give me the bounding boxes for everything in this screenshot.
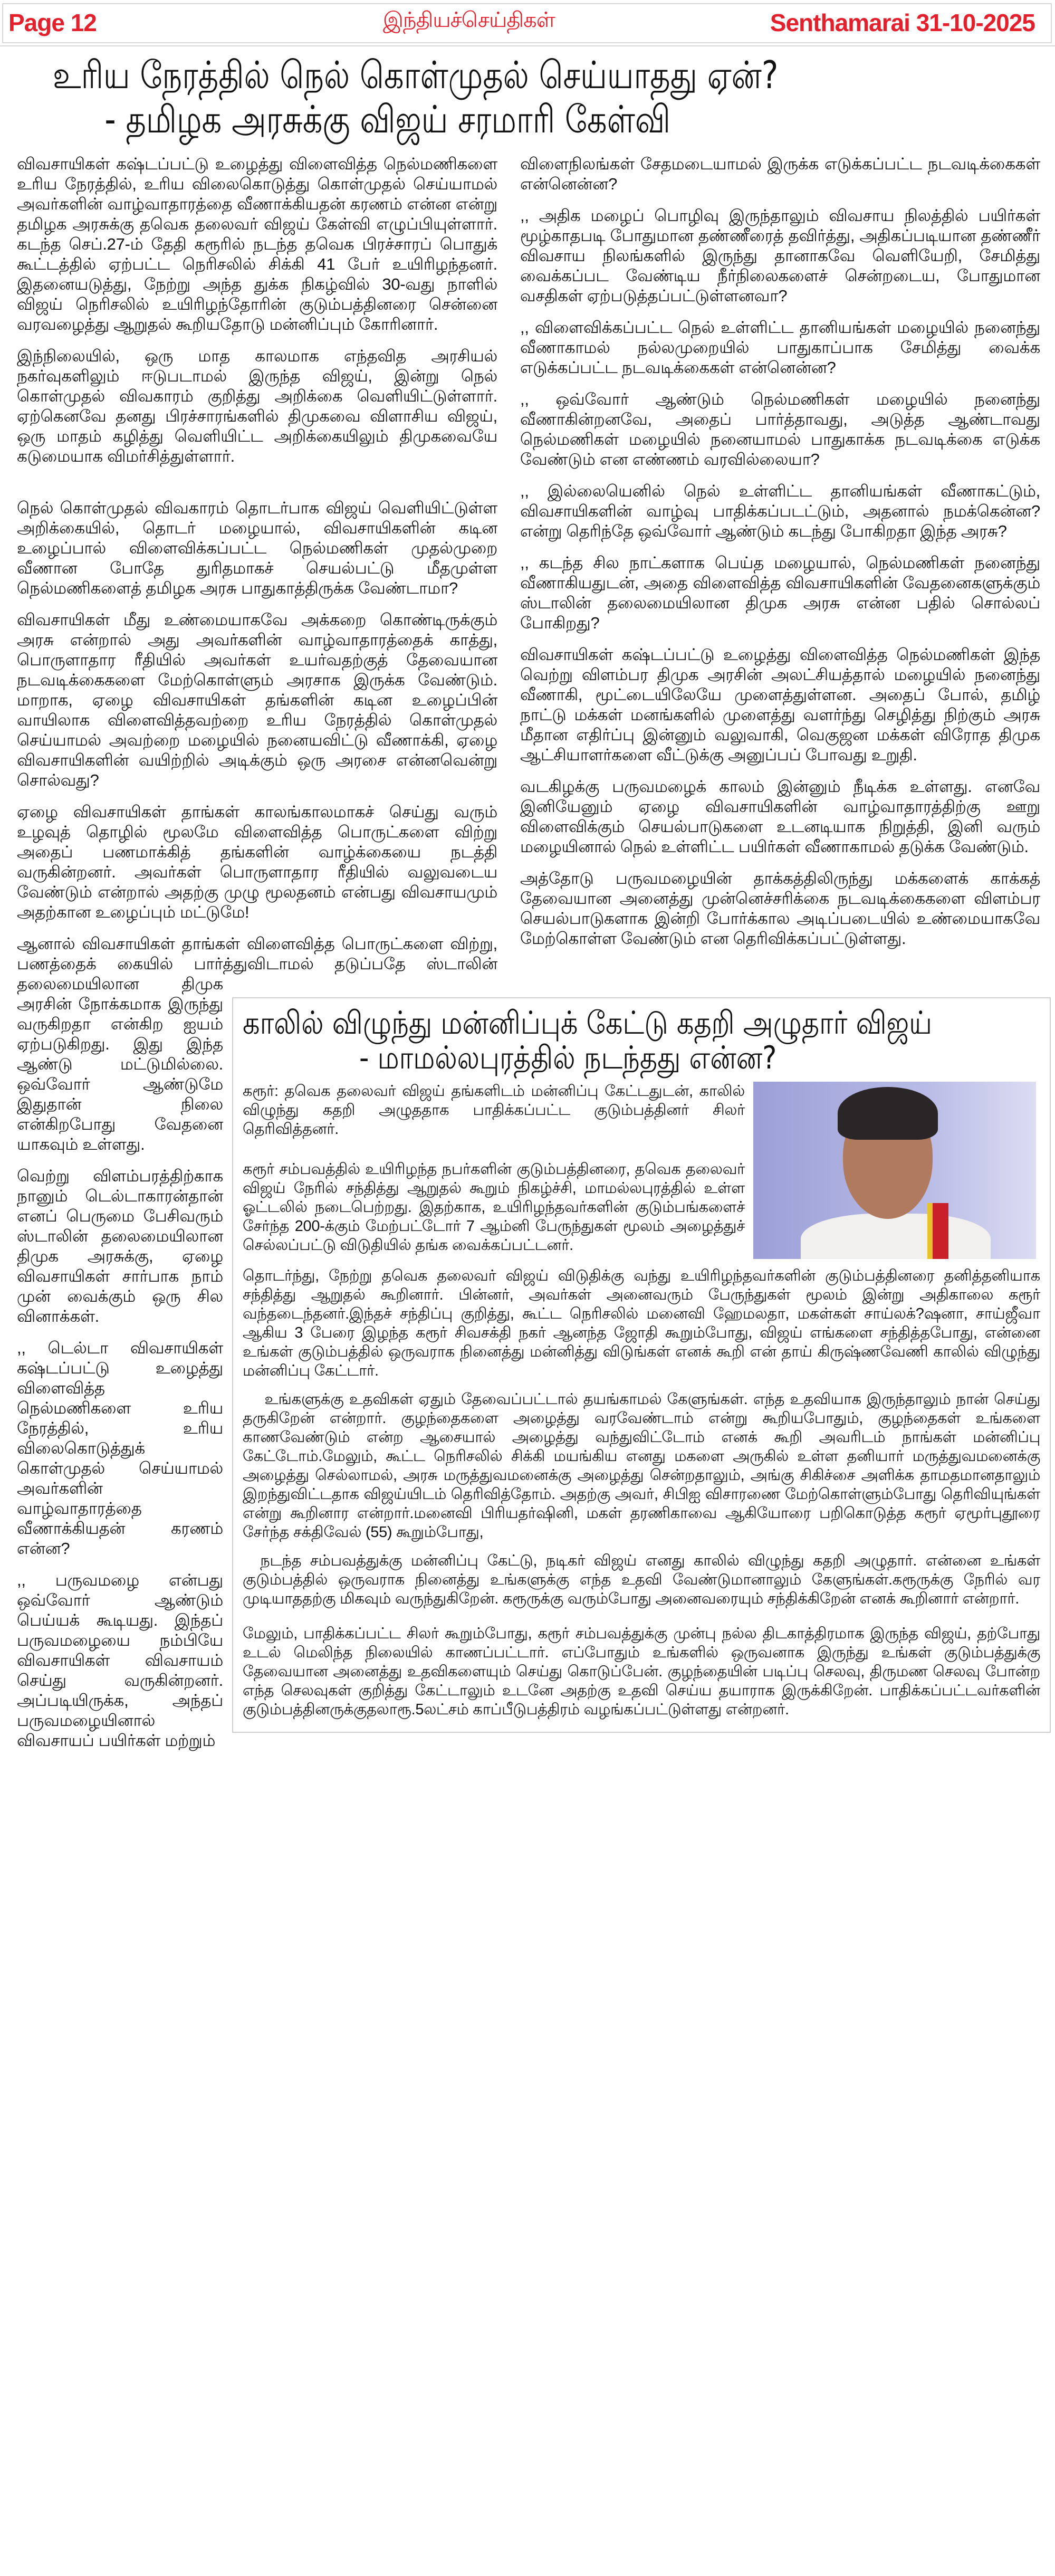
paragraph: விவசாயிகள் மீது உண்மையாகவே அக்கறை கொண்டிருக்கும் அரசு என்றால் அது அவர்களின் வாழ்வாதாரத்தைக் காத்து, பொருளாதார ரீதியில் அவர்கள் உயர்வதற்குத் தேவையான நடவடிக்கைகளை மேற்கொள்ளும் அரசாக இருக்க வேண்டும். மாறாக, ஏழை விவசாயிகள் தங்களின் கடின உழைப்பின் வாயிலாக விளைவித்தவற்றை உரிய நேரத்தில் கொள்முதல் செய்யாமல் அவற்றை மழையில் நனையவிட்டு வீணாக்கி, ஏழை விவசாயிகளின் வயிற்றில் அடிக்கும் ஒரு அரசை என்னவென்று சொல்வது? bbox=[17, 610, 497, 789]
article2-box bbox=[232, 997, 1051, 1733]
paragraph: உங்களுக்கு உதவிகள் ஏதும் தேவைப்பட்டால் தயங்காமல் கேளுங்கள். எந்த உதவியாக இருந்தாலும் நான் செய்து தருகிறேன் என்றார். குழந்தைகளை அழைத்து வரவேண்டாம் என்று கூறியபோதும், குழந்தைகள் உங்களை காணவேண்டும் என்ற ஆசையால் அழைத்து வந்துவிட்டோம் எனக் கூறி அவரிடம் நாங்கள் மன்னிப்பு கேட்டோம்.மேலும், கூட்ட நெரிசலில் சிக்கி மயங்கிய எனது மகளை அருகில் உள்ள தனியார் மருத்துவமனைக்கு அழைத்து செல்லாமல், அரசு மருத்துவமனைக்கு அழைத்து சென்றதாலும், அங்கு சிகிச்சை அளிக்க தாமதமானதாலும் இறந்துவிட்டதாக விஜய்யிடம் தெரிவித்தோம். அதற்கு அவர், சிபிஐ விசாரணை மேற்கொள்ளும்போது தெரிவியுங்கள் என்று கூறினார என்றார்.மனைவி பிரியதர்ஷினி, மகள் தரணிகாவை ஆகியோரை பறிகொடுத்த கரூர் ஏமூர்புதூரை சேர்ந்த சக்திவேல் (55) கூறும்போது, bbox=[243, 1391, 1040, 1541]
paragraph: விளைநிலங்கள் சேதமடையாமல் இருக்க எடுக்கப்பட்ட நடவடிக்கைகள் என்னென்ன? bbox=[520, 155, 1040, 193]
paragraph: வடகிழக்கு பருவமழைக் காலம் இன்னும் நீடிக்க உள்ளது. எனவே இனியேனும் ஏழை விவசாயிகளின் வாழ்வாதாரத்திற்கு ஊறு விளைவிக்கும் செயல்பாடுகளை உடனடியாக நிறுத்தி, இனி வரும் மழையினால் நெல் உள்ளிட்ட பயிர்கள் வீணாகாமல் தடுக்க வேண்டும். bbox=[520, 777, 1040, 856]
paragraph: ,, ஒவ்வோர் ஆண்டும் நெல்மணிகள் மழையில் நனைந்து வீணாகின்றனவே, அதைப் பார்த்தாவது, அடுத்த ஆண்டாவது நெல்மணிகள் மழையில் நனையாமல் பாதுகாக்க நடவடிக்கை எடுக்க வேண்டும் என எண்ணம் வரவில்லையா? bbox=[520, 390, 1040, 469]
headline-line-1: காலில் விழுந்து மன்னிப்புக் கேட்டு கதறி அழுதார் விஜய் bbox=[243, 1005, 932, 1042]
article1-headline bbox=[53, 53, 778, 141]
paragraph: கரூர் சம்பவத்தில் உயிரிழந்த நபர்களின் குடும்பத்தினரை, தவெக தலைவர் விஜய் நேரில் சந்தித்து ஆறுதல் கூறும் நிகழ்ச்சி, மாமல்லபுரத்தில் உள்ள ஓட்டலில் நடைபெற்றது. இதற்காக, உயிரிழந்தவர்களின் குடும்பங்களைச் சேர்ந்த 200-க்கும் மேற்பட்டோர் 7 ஆம்னி பேருந்துகள் மூலம் அழைத்துச் செல்லப்பட்டு விடுதியில் தங்க வைக்கப்பட்டனர். bbox=[243, 1161, 745, 1254]
article2-text bbox=[243, 1082, 1040, 1719]
paragraph: ,, பருவமழை என்பது ஒவ்வோர் ஆண்டும் பெய்யக் கூடியது. இந்தப் பருவமழையை நம்பியே விவசாயிகள் விவசாயம் செய்து வருகின்றனர். அப்படியிருக்க, அந்தப் பருவமழையினால் விவசாயப் பயிர்கள் மற்றும் bbox=[17, 1571, 223, 1750]
paper-name-date: Senthamarai 31-10-2025 bbox=[770, 9, 1035, 36]
paragraph: நெல் கொள்முதல் விவகாரம் தொடர்பாக விஜய் வெளியிட்டுள்ள அறிக்கையில், தொடர் மழையால், விவசாயிகளின் கடின உழைப்பால் விளைவிக்கப்பட்ட நெல்மணிகள் முதல்முறை வீணான போதே துரிதமாகச் செயல்பட்டு மீதமுள்ள நெல்மணிகளைத் தமிழக அரசு பாதுகாத்திருக்க வேண்டாமா? bbox=[17, 499, 497, 597]
vijay-photo bbox=[753, 1082, 1036, 1259]
headline-line-2: - தமிழக அரசுக்கு விஜய் சரமாரி கேள்வி bbox=[104, 97, 671, 141]
paragraph: ஏழை விவசாயிகள் தாங்கள் காலங்காலமாகச் செய்து வரும் உழவுத் தொழில் மூலமே விளைவித்த பொருட்களை விற்று அதைப் பணமாக்கித் தங்களின் வாழ்க்கையை நடத்தி வருகின்றனர். அவர்கள் பொருளாதார ரீதியில் வலுவடைய வேண்டும் என்றால் அதற்கு முழு மூலதனம் என்பது விவசாயமும் அதற்கான உழைப்பும் மட்டுமே! bbox=[17, 803, 497, 921]
paragraph: விவசாயிகள் கஷ்டப்பட்டு உழைத்து விளைவித்த நெல்மணிகள் இந்த வெற்று விளம்பர திமுக அரசின் அலட்சியத்தால் மழையில் நனைந்து வீணாகி, மூட்டையிலேயே முளைத்துள்ளன. அதைப் போல், தமிழ் நாட்டு மக்கள் மனங்களில் முளைத்து வளர்ந்து செழித்து நிற்கும் அரசு மீதான எதிர்ப்பு இன்னும் வலுவாகி, வெகுஜன மக்கள் விரோத திமுக ஆட்சியாளர்களை வீட்டுக்கு அனுப்பப் போவது உறுதி. bbox=[520, 645, 1040, 764]
paragraph: தொடர்ந்து, நேற்று தவெக தலைவர் விஜய் விடுதிக்கு வந்து உயிரிழந்தவர்களின் குடும்பத்தினரை தனித்தனியாக சந்தித்து ஆறுதல் கூறினார். பின்னர், அவர்கள் அனைவரும் பேருந்துகள் மூலம் இன்று அதிகாலை கரூர் வந்தடைந்தனர்.இந்தச் சந்திப்பு குறித்து, கூட்ட நெரிசலில் மனைவி ஹேமலதா, மகள்கள் சாய்லக்?ஷனா, சாய்ஜீவா ஆகிய 3 பேரை இழந்த கரூர் சிவசக்தி நகர் ஆனந்த ஜோதி கூறும்போது, விஜய் எங்களை சந்தித்தபோது, என்னை உங்கள் குடும்பத்தில் ஒருவராக நினைத்து மன்னித்து விடுங்கள் எனக் கூறி என் தாய் கிருஷ்ணவேணி காலில் விழுந்து மன்னிப்பு கேட்டார். bbox=[243, 1267, 1040, 1379]
paragraph: ,, அதிக மழைப் பொழிவு இருந்தாலும் விவசாய நிலத்தில் பயிர்கள் மூழ்காதபடி போதுமான தண்ணீரைத் தவிர்த்து, அதிகப்படியான தண்ணீர் விவசாய நிலங்களில் இருந்து தானாகவே வெளியேறி, சேமித்து வைக்கப்பட வேண்டிய நீர்நிலைகளைச் சென்றடைய, போதுமான வசதிகள் ஏற்படுத்தப்பட்டுள்ளனவா? bbox=[520, 206, 1040, 305]
paragraph: நடந்த சம்பவத்துக்கு மன்னிப்பு கேட்டு, நடிகர் விஜய் எனது காலில் விழுந்து கதறி அழுதார். என்னை உங்கள் குடும்பத்தில் ஒருவராக நினைத்து உங்களுக்கு எந்த உதவி வேண்டுமானாலும் கேளுங்கள்.கரூருக்கு நேரில் வர முடியாததற்கு மிகவும் வருந்துகிறேன். கரூருக்கு வரும்போது அனைவரையும் சந்திக்கிறேன் எனக் கூறினார் என்றார். bbox=[243, 1552, 1040, 1607]
article1-right-column bbox=[520, 154, 1040, 949]
paragraph: ,, டெல்டா விவசாயிகள் கஷ்டப்பட்டு உழைத்து விளைவித்த நெல்மணிகளை உரிய நேரத்தில், உரிய விலைகொடுத்துக் கொள்முதல் செய்யாமல் அவர்களின் வாழ்வாதாரத்தை வீணாக்கியதன் கரணம் என்ன? bbox=[17, 1339, 223, 1558]
section-name: இந்தியச்செய்திகள் bbox=[383, 8, 555, 32]
paragraph: விவசாயிகள் கஷ்டப்பட்டு உழைத்து விளைவித்த நெல்மணிகளை உரிய நேரத்தில், உரிய விலைகொடுத்து கொள்முதல் செய்யாமல் அவர்களின் வாழ்வாதாரத்தை வீணாக்கியதன் கரணம் என்ன என்று தமிழக அரசுக்கு தவெக தலைவர் விஜய் கேள்வி எழுப்பியுள்ளார். கடந்த செப்.27-ம் தேதி கரூரில் நடந்த தவெக பிரச்சாரப் பொதுக் கூட்டத்தில் ஏற்பட்ட நெரிசலில் சிக்கி 41 பேர் உயிரிழந்தனர். இதனையடுத்து, நேற்று அந்த துக்க நிகழ்வில் 30-வது நாளில் விஜய் நெரிசலில் உயிரிழந்தோரின் குடும்பத்தினரை சென்னை வரவழைத்து ஆறுதல் கூறியதோடு மன்னிப்பும் கோரினார். bbox=[17, 155, 497, 333]
paragraph: மேலும், பாதிக்கப்பட்ட சிலர் கூறும்போது, கரூர் சம்பவத்துக்கு முன்பு நல்ல திடகாத்திரமாக இருந்த விஜய், தற்போது உடல் மெலிந்த நிலையில் காணப்பட்டார். எப்போதும் உங்களில் ஒருவனாக இருந்து உங்கள் குடும்பத்துக்கு தேவையான அனைத்து உதவிகளையும் செய்து கொடுப்பேன். குழந்தையின் படிப்பு செலவு, திருமண செலவு போன்ற எந்த செலவுகள் குறித்து கேட்டாலும் உடனே அதற்கு உதவி செய்ய தயாராக இருக்கிறேன். பாதிக்கப்பட்டவர்களின் குடும்பத்தினருக்குதலாரூ.5லட்சம் காப்பீடுபத்திரம் வழங்கப்பட்டுள்ளது என்றனர். bbox=[243, 1625, 1040, 1718]
article2-headline bbox=[243, 1005, 932, 1076]
paragraph: வெற்று விளம்பரத்திற்காக நானும் டெல்டாகாரன்தான் எனப் பெருமை பேசிவரும் ஸ்டாலின் தலைமையிலான திமுக அரசுக்கு, ஏழை விவசாயிகள் சார்பாக நாம் முன் வைக்கும் ஒரு சில வினாக்கள். bbox=[17, 1167, 223, 1325]
headline-line-2: - மாமல்லபுரத்தில் நடந்தது என்ன? bbox=[359, 1039, 777, 1076]
paragraph: ஆனால் விவசாயிகள் தாங்கள் விளைவித்த பொருட்களை விற்று, பணத்தைக் கையில் பார்த்துவிடாமல் தடுப்பதே ஸ்டாலின் தலைமையிலான திமுக அரசின் நோக்கமாக இருந்து வருகிறதா என்கிற ஐயம் ஏற்படுகிறது. இது இந்த ஆண்டு மட்டுமில்லை. ஒவ்வோர் ஆண்டுமே இதுதான் நிலை என்கிறபோது வேதனை யாகவும் உள்ளது. bbox=[17, 934, 497, 1153]
page-number: Page 12 bbox=[8, 9, 97, 36]
paragraph: இந்நிலையில், ஒரு மாத காலமாக எந்தவித அரசியல் நகர்வுகளிலும் ஈடுபடாமல் இருந்த விஜய், இன்று நெல் கொள்முதல் விவகாரம் குறித்து அறிக்கை வெளியிட்டுள்ளார். ஏற்கெனவே தனது பிரச்சாரங்களில் திமுகவை விளாசிய விஜய், ஒரு மாதம் கழித்து வெளியிட்ட அறிக்கையிலும் திமுகவையே கடுமையாக விமர்சித்துள்ளார். bbox=[17, 347, 497, 465]
paragraph: அத்தோடு பருவமழையின் தாக்கத்திலிருந்து மக்களைக் காக்கத் தேவையான அனைத்து முன்னெச்சரிக்கை நடவடிக்கைகளை விளம்பர செயல்பாடுகளாக இன்றி போர்க்கால அடிப்படையில் உண்மையாகவே மேற்கொள்ள வேண்டும் என தெரிவிக்கப்பட்டுள்ளது. bbox=[520, 869, 1040, 948]
paragraph: ,, விளைவிக்கப்பட்ட நெல் உள்ளிட்ட தானியங்கள் மழையில் நனைந்து வீணாகாமல் நல்லமுறையில் பாதுகாப்பாக சேமித்து வைக்க எடுக்கப்பட்ட நடவடிக்கைகள் என்னென்ன? bbox=[520, 318, 1040, 377]
paragraph: கரூர்: தவெக தலைவர் விஜய் தங்களிடம் மன்னிப்பு கேட்டதுடன், காலில் விழுந்து கதறி அழுததாக பாதிக்கப்பட்ட குடும்பத்தினர் சிலர் தெரிவித்தனர். bbox=[243, 1083, 745, 1138]
page-header bbox=[2, 3, 1052, 43]
paragraph: ,, கடந்த சில நாட்களாக பெய்த மழையால், நெல்மணிகள் நனைந்து வீணாகியதுடன், அதை விளைவித்த விவசாயிகளின் வேதனைகளுக்கும் ஸ்டாலின் தலைமையிலான திமுக அரசு என்ன பதில் சொல்லப் போகிறது? bbox=[520, 554, 1040, 632]
headline-line-1: உரிய நேரத்தில் நெல் கொள்முதல் செய்யாதது ஏன்? bbox=[53, 53, 779, 97]
header-divider bbox=[0, 45, 1055, 46]
paragraph: ,, இல்லையெனில் நெல் உள்ளிட்ட தானியங்கள் வீணாகட்டும், விவசாயிகளின் வாழ்வு பாதிக்கப்படட்டும், அதனால் நமக்கென்ன? என்று தெரிந்தே ஒவ்வோர் ஆண்டும் கடந்து போகிறதா இந்த அரசு? bbox=[520, 482, 1040, 540]
